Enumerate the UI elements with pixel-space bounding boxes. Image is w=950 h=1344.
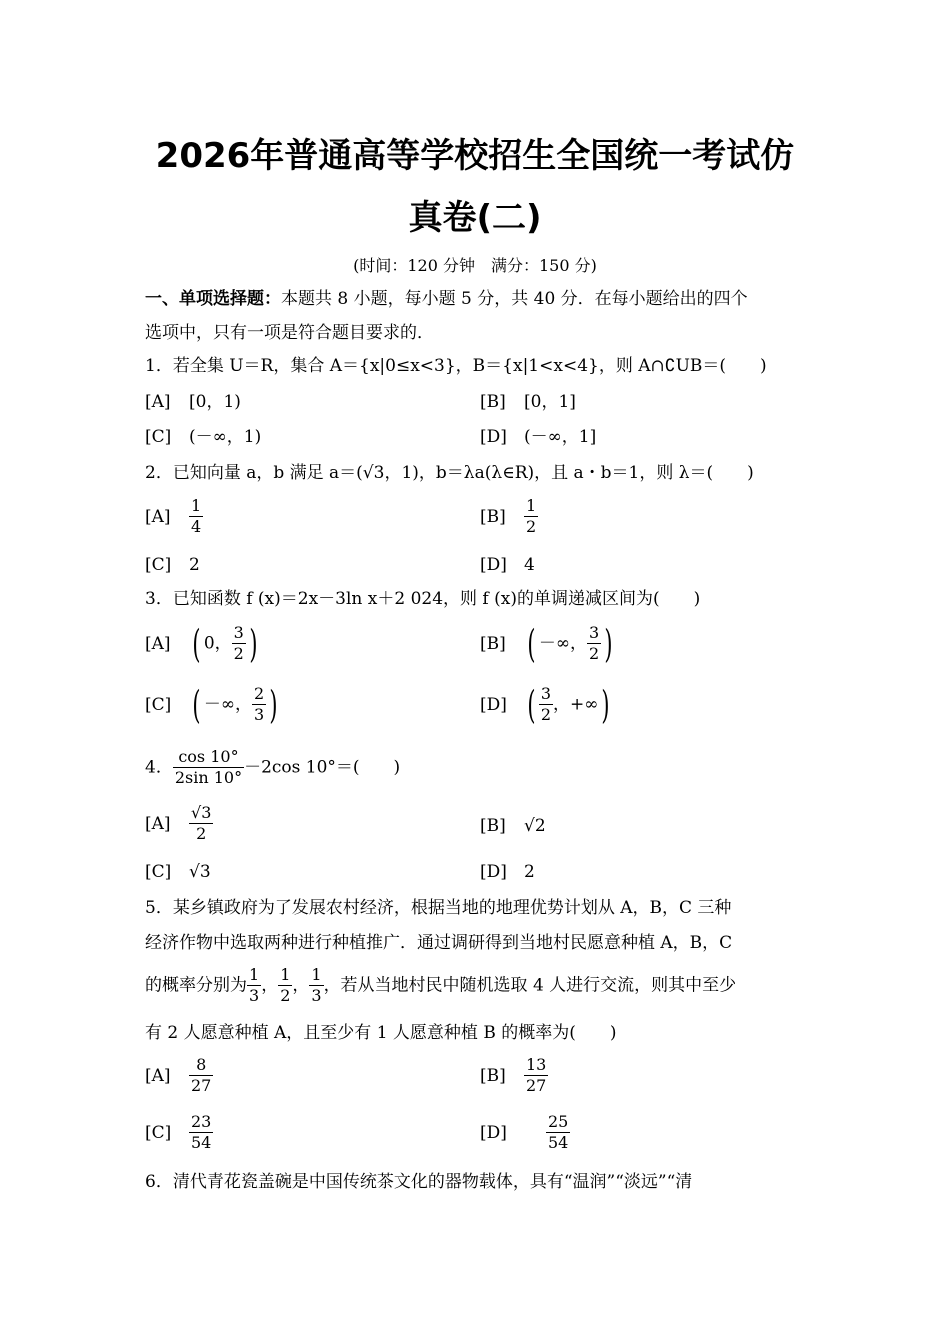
denominator: 3 bbox=[249, 986, 260, 1005]
q5-line3-prefix: 的概率分别为 bbox=[145, 975, 247, 996]
denominator: 27 bbox=[526, 1076, 547, 1095]
denominator: 2 bbox=[280, 986, 291, 1005]
option-label: [D] bbox=[480, 1122, 507, 1143]
q3-option-a[interactable] bbox=[145, 623, 261, 664]
q4-stem bbox=[145, 745, 400, 790]
left-paren-icon: ( bbox=[192, 682, 201, 727]
q1-option-b[interactable] bbox=[480, 390, 576, 414]
q5-line3 bbox=[145, 963, 736, 1008]
option-label: [A] bbox=[145, 633, 171, 654]
q1-option-d[interactable] bbox=[480, 425, 596, 449]
right-paren-icon: ) bbox=[249, 621, 258, 666]
numerator: √3 bbox=[191, 803, 212, 822]
option-text: 4 bbox=[524, 555, 535, 575]
q2-option-a[interactable] bbox=[145, 496, 203, 537]
denominator: 2 bbox=[196, 824, 207, 843]
q5-line3-suffix: ，若从当地村民中随机选取 4 人进行交流，则其中至少 bbox=[323, 975, 737, 996]
fraction bbox=[539, 684, 553, 725]
numerator: 3 bbox=[540, 684, 552, 703]
option-label: [C] bbox=[145, 1122, 172, 1143]
option-label: [C] bbox=[145, 555, 172, 575]
option-label: [A] bbox=[145, 1065, 171, 1086]
interval-left: －∞， bbox=[203, 694, 252, 715]
numerator: 1 bbox=[280, 965, 291, 984]
section-intro bbox=[145, 287, 748, 311]
denominator: 3 bbox=[254, 705, 265, 724]
q6-line1: 6．清代青花瓷盖碗是中国传统茶文化的器物载体，具有“温润”“淡远”“清 bbox=[145, 1172, 693, 1192]
numerator: 3 bbox=[233, 623, 244, 642]
option-text: 2 bbox=[524, 862, 535, 882]
q3-option-c[interactable] bbox=[145, 684, 281, 725]
numerator: 23 bbox=[191, 1112, 212, 1131]
option-label: [A] bbox=[145, 392, 171, 412]
left-paren-icon: ( bbox=[527, 621, 536, 666]
numerator: 1 bbox=[249, 965, 260, 984]
q5-option-c[interactable] bbox=[145, 1112, 213, 1153]
section-intro-line2: 选项中，只有一项是符合题目要求的． bbox=[145, 323, 434, 343]
q3-stem: 3．已知函数 f (x)＝2x－3ln x＋2 024，则 f (x)的单调递减区间为( ) bbox=[145, 589, 701, 609]
interval-right: ，+∞ bbox=[553, 694, 599, 715]
fraction bbox=[252, 684, 266, 725]
right-paren-icon: ) bbox=[601, 682, 610, 727]
q5-line2: 经济作物中选取两种进行种植推广．通过调研得到当地村民愿意种植 A，B，C bbox=[145, 933, 733, 953]
option-text: √3 bbox=[189, 862, 211, 882]
option-text: (－∞，1] bbox=[524, 427, 597, 447]
fraction bbox=[189, 1055, 213, 1096]
q2-stem: 2．已知向量 a，b 满足 a＝(√3，1)，b＝λa(λ∈R)，且 a・b＝1，则 λ＝( ) bbox=[145, 463, 754, 483]
exam-title-line2: 真卷(二) bbox=[408, 198, 542, 238]
numerator: 1 bbox=[191, 496, 202, 515]
q5-option-d[interactable] bbox=[480, 1112, 570, 1153]
exam-subtitle: (时间：120 分钟 满分：150 分) bbox=[353, 256, 597, 275]
section-heading: 一、单项选择题： bbox=[145, 289, 281, 309]
separator: ， bbox=[261, 975, 279, 996]
fraction bbox=[524, 496, 538, 537]
q5-option-a[interactable] bbox=[145, 1055, 213, 1096]
option-label: [D] bbox=[480, 427, 507, 447]
fraction bbox=[524, 1055, 548, 1096]
section-intro-line1: 本题共 8 小题，每小题 5 分，共 40 分．在每小题给出的四个 bbox=[281, 289, 748, 309]
q4-option-d[interactable] bbox=[480, 860, 535, 884]
q4-prefix: 4． bbox=[145, 757, 173, 778]
fraction bbox=[189, 803, 213, 844]
fraction bbox=[278, 965, 292, 1006]
numerator: 13 bbox=[526, 1055, 547, 1074]
option-label: [A] bbox=[145, 813, 171, 834]
numerator: 1 bbox=[526, 496, 537, 515]
denominator: 27 bbox=[191, 1076, 212, 1095]
interval-left: －∞， bbox=[538, 633, 587, 654]
numerator: 8 bbox=[189, 1055, 213, 1076]
option-label: [B] bbox=[480, 816, 506, 836]
fraction bbox=[309, 965, 323, 1006]
denominator: 3 bbox=[311, 986, 322, 1005]
option-label: [C] bbox=[145, 694, 172, 715]
q2-option-c[interactable] bbox=[145, 553, 200, 577]
q4-option-c[interactable] bbox=[145, 860, 211, 884]
option-label: [B] bbox=[480, 633, 506, 654]
interval-left: 0， bbox=[203, 633, 232, 654]
q2-option-b[interactable] bbox=[480, 496, 538, 537]
option-text: 2 bbox=[189, 555, 200, 575]
fraction bbox=[546, 1112, 570, 1153]
numerator: 1 bbox=[311, 965, 322, 984]
numerator: 25 bbox=[548, 1112, 569, 1131]
q1-option-a[interactable] bbox=[145, 390, 241, 414]
left-paren-icon: ( bbox=[527, 682, 536, 727]
q1-option-c[interactable] bbox=[145, 425, 261, 449]
q4-suffix: －2cos 10°＝( ) bbox=[244, 757, 401, 778]
q2-option-d[interactable] bbox=[480, 553, 535, 577]
fraction bbox=[247, 965, 261, 1006]
denominator: 2 bbox=[526, 517, 537, 536]
option-label: [B] bbox=[480, 392, 506, 412]
option-label: [B] bbox=[480, 506, 506, 527]
fraction bbox=[232, 623, 246, 664]
denominator: 2 bbox=[540, 705, 552, 724]
numerator: cos 10° bbox=[173, 747, 244, 768]
denominator: 2 bbox=[589, 644, 600, 663]
option-label: [B] bbox=[480, 1065, 506, 1086]
option-text: [0，1) bbox=[189, 392, 241, 412]
fraction bbox=[173, 747, 244, 788]
q4-option-a[interactable] bbox=[145, 803, 213, 844]
option-text: (－∞，1) bbox=[189, 427, 262, 447]
q5-line4: 有 2 人愿意种植 A，且至少有 1 人愿意种植 B 的概率为( ) bbox=[145, 1023, 617, 1043]
fraction bbox=[189, 496, 203, 537]
option-label: [C] bbox=[145, 862, 172, 882]
fraction bbox=[189, 1112, 213, 1153]
q5-option-b[interactable] bbox=[480, 1055, 548, 1096]
denominator: 4 bbox=[191, 517, 202, 536]
q5-line1: 5．某乡镇政府为了发展农村经济，根据当地的地理优势计划从 A，B，C 三种 bbox=[145, 898, 732, 918]
option-label: [D] bbox=[480, 862, 507, 882]
right-paren-icon: ) bbox=[604, 621, 613, 666]
q3-option-d[interactable] bbox=[480, 684, 613, 725]
denominator: 2sin 10° bbox=[174, 768, 243, 787]
option-text: √2 bbox=[524, 816, 546, 836]
separator: ， bbox=[292, 975, 310, 996]
option-label: [A] bbox=[145, 506, 171, 527]
denominator: 2 bbox=[233, 644, 244, 663]
denominator: 54 bbox=[548, 1133, 569, 1152]
q3-option-b[interactable] bbox=[480, 623, 616, 664]
option-label: [D] bbox=[480, 694, 507, 715]
q4-option-b[interactable] bbox=[480, 814, 546, 838]
q1-stem: 1．若全集 U＝R，集合 A＝{x|0≤x<3}，B＝{x|1<x<4}，则 A∩∁UB＝( ) bbox=[145, 356, 767, 376]
denominator: 54 bbox=[191, 1133, 212, 1152]
numerator: 2 bbox=[254, 684, 265, 703]
right-paren-icon: ) bbox=[269, 682, 278, 727]
option-label: [D] bbox=[480, 555, 507, 575]
option-label: [C] bbox=[145, 427, 172, 447]
option-text: [0，1] bbox=[524, 392, 576, 412]
exam-title-line1: 2026年普通高等学校招生全国统一考试仿 bbox=[155, 136, 795, 176]
numerator: 3 bbox=[589, 623, 600, 642]
fraction bbox=[587, 623, 601, 664]
left-paren-icon: ( bbox=[192, 621, 201, 666]
